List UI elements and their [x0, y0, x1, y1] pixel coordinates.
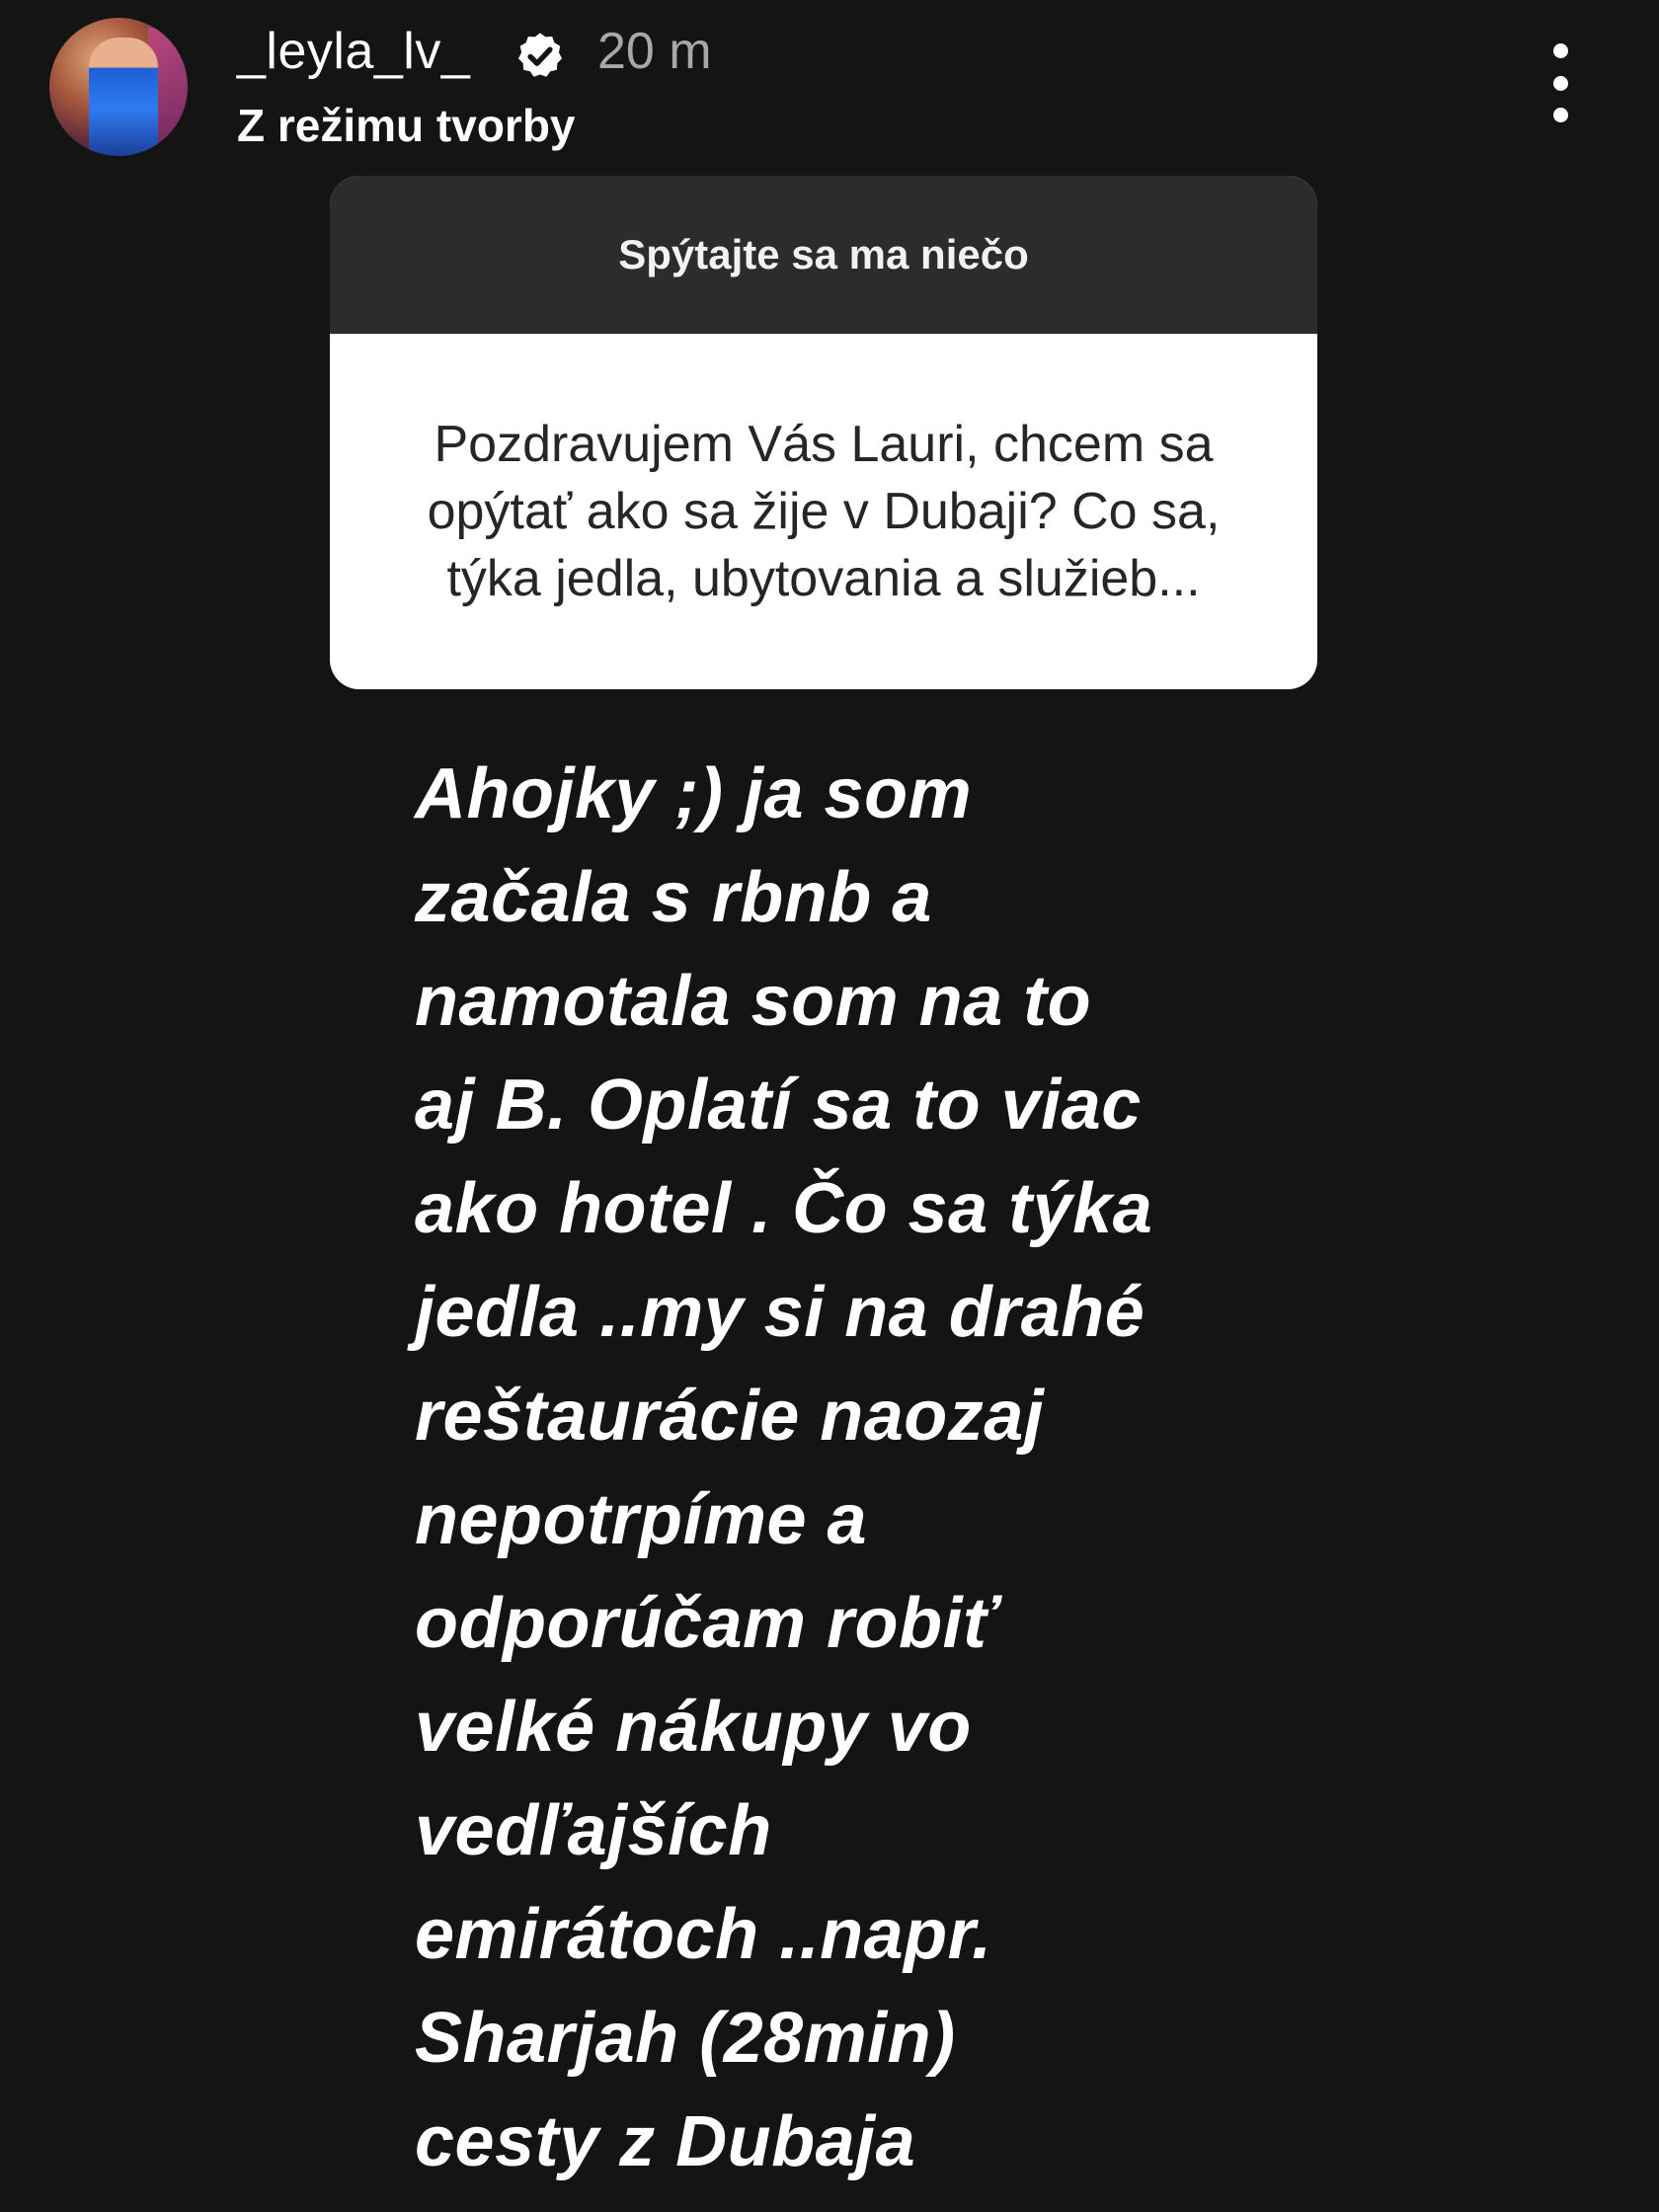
question-line: Pozdravujem Vás Lauri, chcem sa: [434, 416, 1214, 473]
story-header: [0, 0, 1659, 168]
avatar[interactable]: [49, 18, 188, 156]
answer-line: velké nákupy vo: [415, 1688, 972, 1767]
more-dot: [1553, 108, 1568, 122]
answer-line: namotala som na to: [415, 962, 1092, 1041]
question-sticker-prompt: Spýtajte sa ma niečo: [330, 176, 1317, 334]
question-line: opýtať ako sa žije v Dubaji? Co sa,: [427, 483, 1221, 540]
answer-line: Sharjah (28min): [415, 1999, 956, 2078]
answer-line: Ahojky ;) ja som: [415, 754, 973, 833]
story-subtitle: Z režimu tvorby: [237, 100, 576, 151]
answer-line: jedla ..my si na drahé: [415, 1273, 1146, 1352]
username[interactable]: _leyla_lv_: [237, 23, 471, 80]
question-sticker-body: [330, 334, 1317, 689]
avatar-figure-shape: [89, 38, 158, 156]
answer-line: vedľajších: [415, 1791, 772, 1870]
answer-line: reštaurácie naozaj: [415, 1377, 1045, 1456]
question-sticker[interactable]: [330, 176, 1317, 689]
question-text: [428, 411, 1221, 612]
answer-line: odporúčam robiť: [415, 1584, 998, 1663]
more-vertical-icon[interactable]: [1540, 43, 1580, 122]
more-dot: [1553, 76, 1568, 91]
answer-line: cesty z Dubaja: [415, 2102, 916, 2181]
more-dot: [1553, 43, 1568, 58]
answer-line: aj B. Oplatí sa to viac: [415, 1066, 1142, 1145]
answer-line: emirátoch ..napr.: [415, 1895, 992, 1974]
answer-line: začala s rbnb a: [415, 858, 932, 937]
answer-text: [415, 743, 1402, 2194]
post-time: 20 m: [597, 23, 712, 80]
answer-line: nepotrpíme a: [415, 1480, 868, 1559]
verified-badge-icon: [514, 30, 567, 83]
question-line: týka jedla, ubytovania a služieb...: [446, 550, 1201, 607]
answer-line: ako hotel . Čo sa týka: [415, 1169, 1153, 1248]
